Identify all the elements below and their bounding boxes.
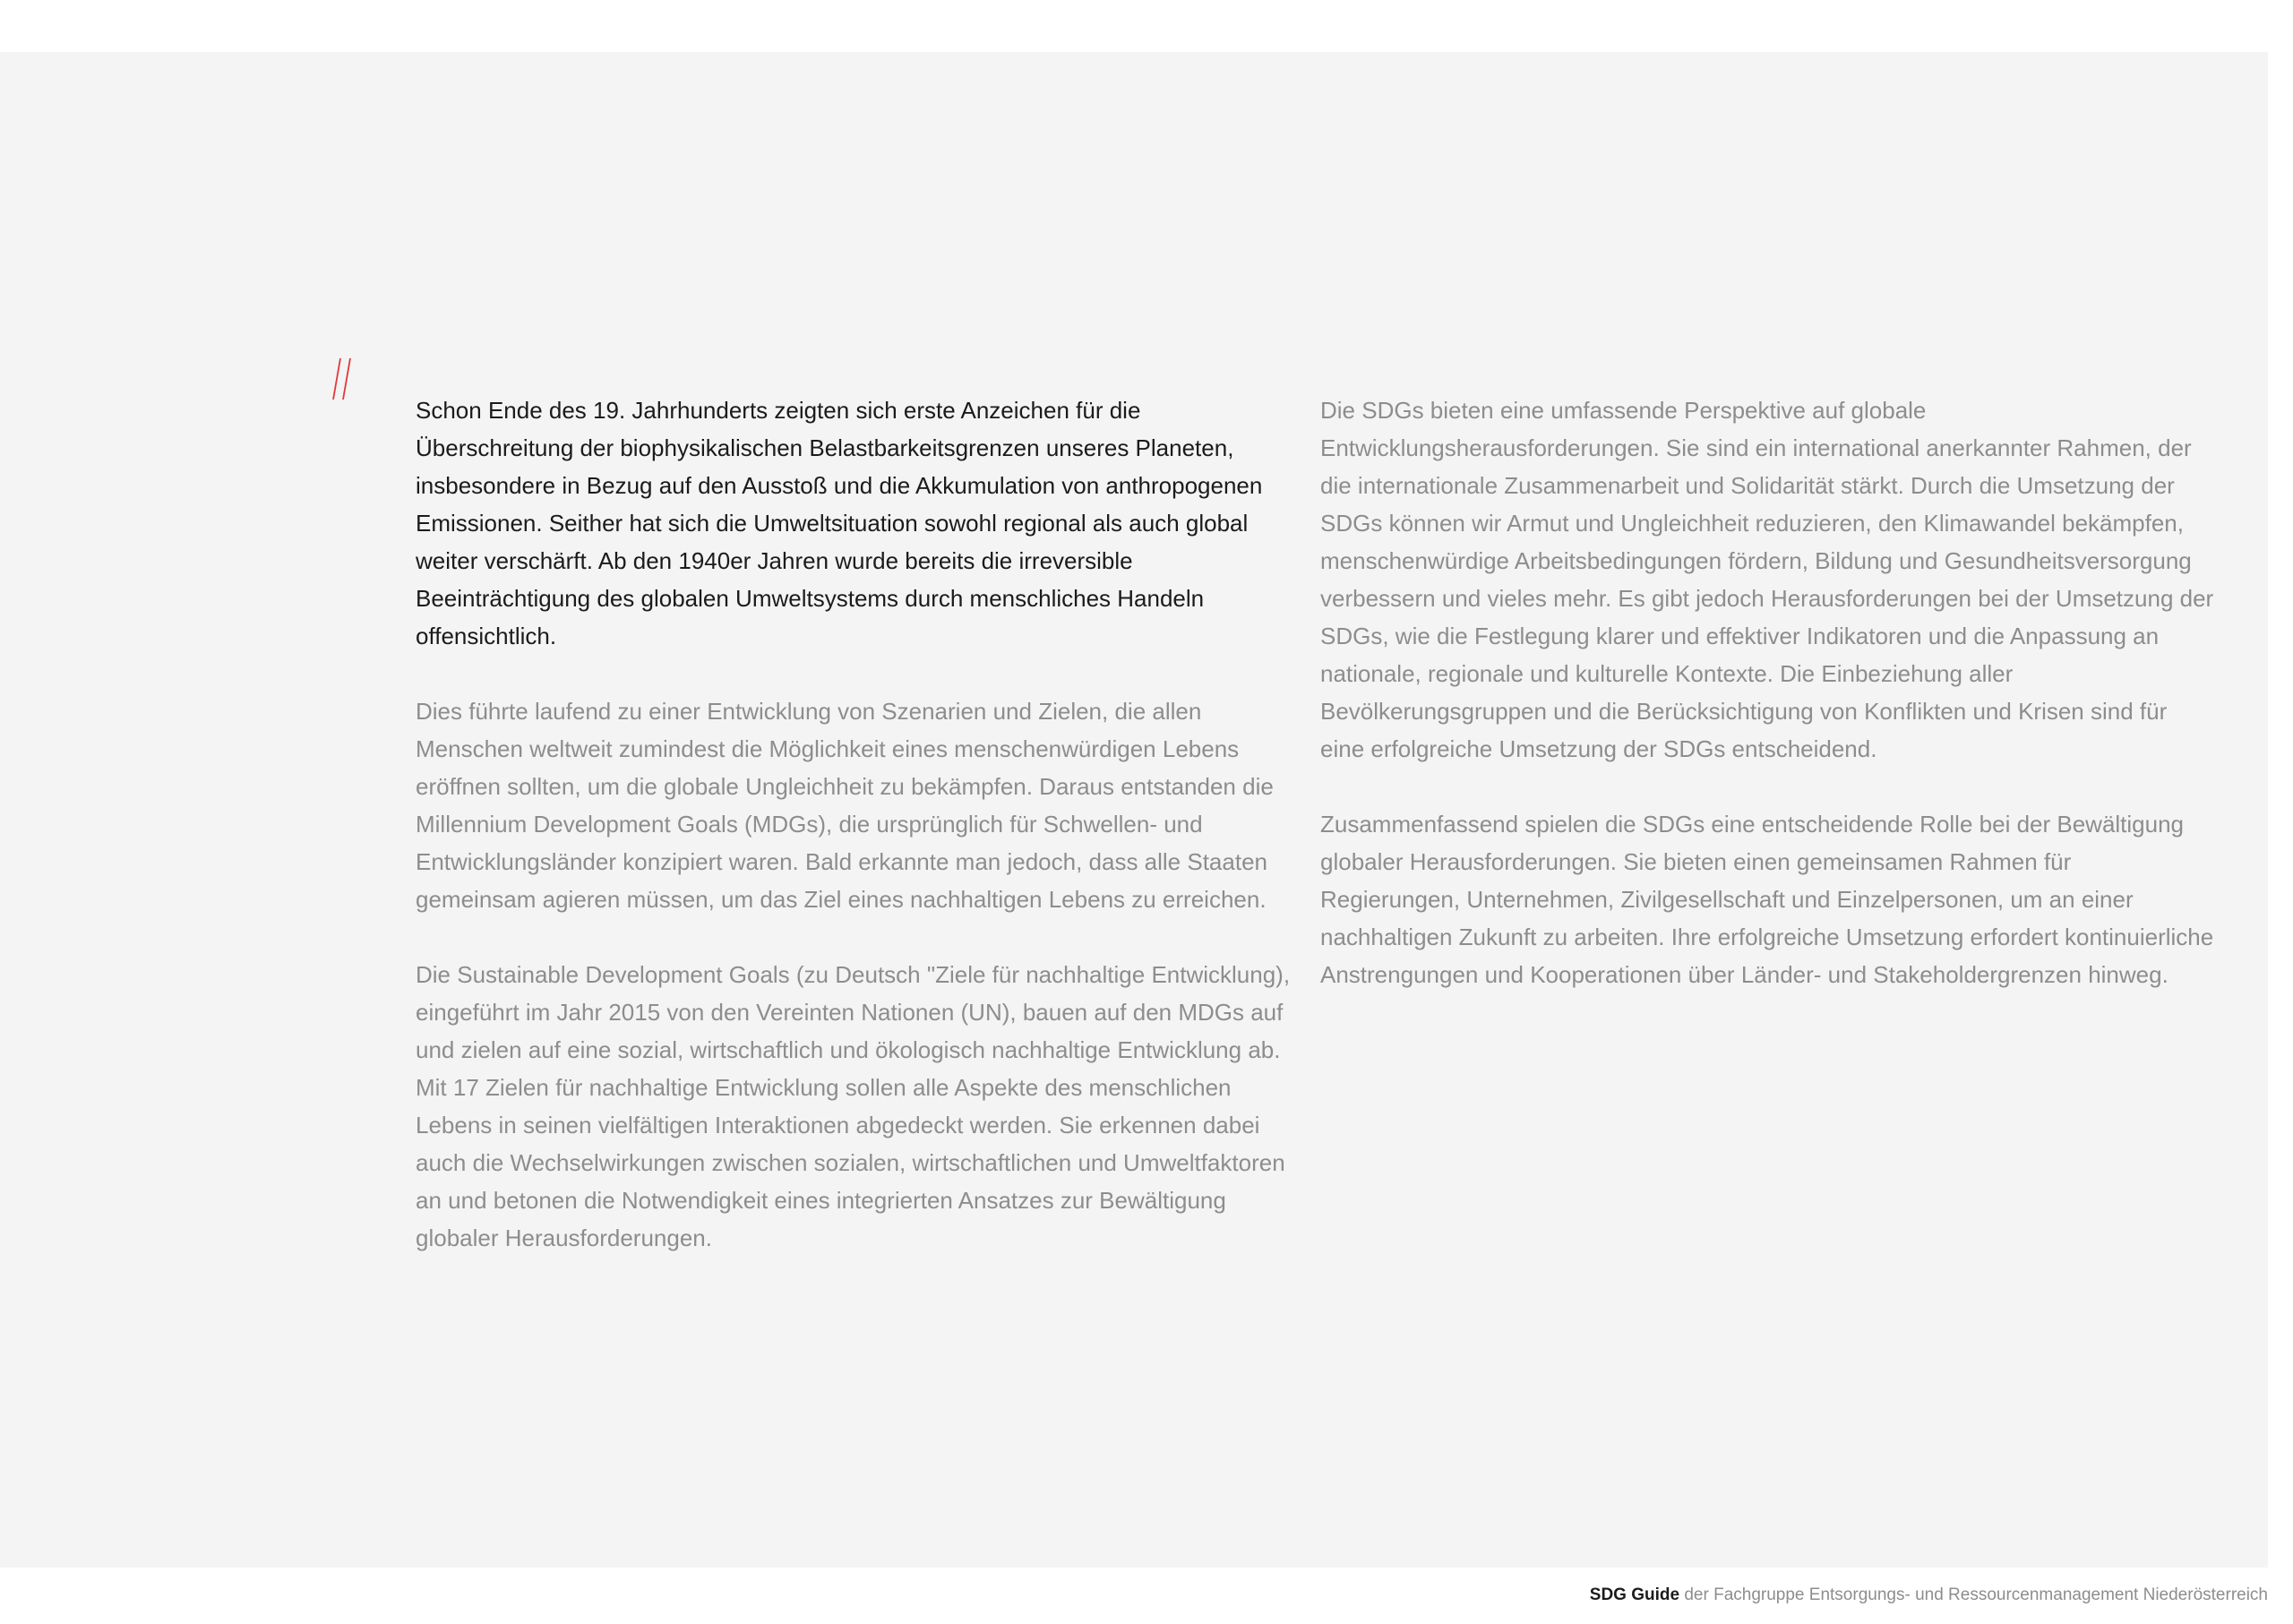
- footer-subtitle: der Fachgruppe Entsorgungs- und Ressourcenmanagement Niederösterreich: [1684, 1585, 2268, 1604]
- paragraph-mdgs: Dies führte laufend zu einer Entwicklung von Szenarien und Zielen, die allen Menschen weltweit zumindest die Möglichkeit eines menschenwürdigen Lebens eröffnen sollten, um die globale Ungleichheit zu bekämpfen. Daraus entstanden die Millennium Development Goals (MDGs), die ursprünglich für Schwellen- und Entwicklungsländer konzipiert waren. Bald erkannte man jedoch, dass alle Staaten gemeinsam agieren müssen, um das Ziel eines nachhaltigen Lebens zu erreichen.: [416, 698, 1274, 913]
- left-column: [416, 391, 1293, 1294]
- right-column: [1320, 391, 2216, 1031]
- page-footer: [1590, 1584, 2268, 1607]
- double-slash-quote-icon: [331, 357, 353, 401]
- lead-paragraph: Schon Ende des 19. Jahrhunderts zeigten sich erste Anzeichen für die Überschreitung der biophysikalischen Belastbarkeitsgrenzen unseres Planeten, insbesondere in Bezug auf den Ausstoß und die Akkumulation von anthropogenen Emissionen. Seither hat sich die Umweltsituation sowohl regional als auch global weiter verschärft. Ab den 1940er Jahren wurde bereits die irreversible Beeinträchtigung des globalen Umweltsystems durch menschliches Handeln offensichtlich.: [416, 397, 1263, 649]
- paragraph-sdgs-intro: Die Sustainable Development Goals (zu Deutsch "Ziele für nachhaltige Entwicklung), eingeführt im Jahr 2015 von den Vereinten Nationen (UN), bauen auf den MDGs auf und zielen auf eine sozial, wirtschaftlich und ökologisch nachhaltige Entwicklung ab. Mit 17 Zielen für nachhaltige Entwicklung sollen alle Aspekte des menschlichen Lebens in seinen vielfältigen Interaktionen abgedeckt werden. Sie erkennen dabei auch die Wechselwirkungen zwischen sozialen, wirtschaftlichen und Umweltfaktoren an und betonen die Notwendigkeit eines integrierten Ansatzes zur Bewältigung globaler Herausforderungen.: [416, 961, 1291, 1251]
- paragraph-sdgs-perspective: Die SDGs bieten eine umfassende Perspektive auf globale Entwicklungsherausforderungen. Sie sind ein international anerkannter Rahmen, der die internationale Zusammenarbeit und Solidarität stärkt. Durch die Umsetzung der SDGs können wir Armut und Ungleichheit reduzieren, den Klimawandel bekämpfen, menschenwürdige Arbeitsbedingungen fördern, Bildung und Gesundheitsversorgung verbessern und vieles mehr. Es gibt jedoch Herausforderungen bei der Umsetzung der SDGs, wie die Festlegung klarer und effektiver Indikatoren und die Anpassung an nationale, regionale und kulturelle Kontexte. Die Einbeziehung aller Bevölkerungsgruppen und die Berücksichtigung von Konflikten und Krisen sind für eine erfolgreiche Umsetzung der SDGs entscheidend.: [1320, 397, 2214, 762]
- paragraph-summary: Zusammenfassend spielen die SDGs eine entscheidende Rolle bei der Bewältigung globaler Herausforderungen. Sie bieten einen gemeinsamen Rahmen für Regierungen, Unternehmen, Zivilgesellschaft und Einzelpersonen, um an einer nachhaltigen Zukunft zu arbeiten. Ihre erfolgreiche Umsetzung erfordert kontinuierliche Anstrengungen und Kooperationen über Länder- und Stakeholdergrenzen hinweg.: [1320, 811, 2214, 988]
- footer-brand: SDG Guide: [1589, 1585, 1680, 1604]
